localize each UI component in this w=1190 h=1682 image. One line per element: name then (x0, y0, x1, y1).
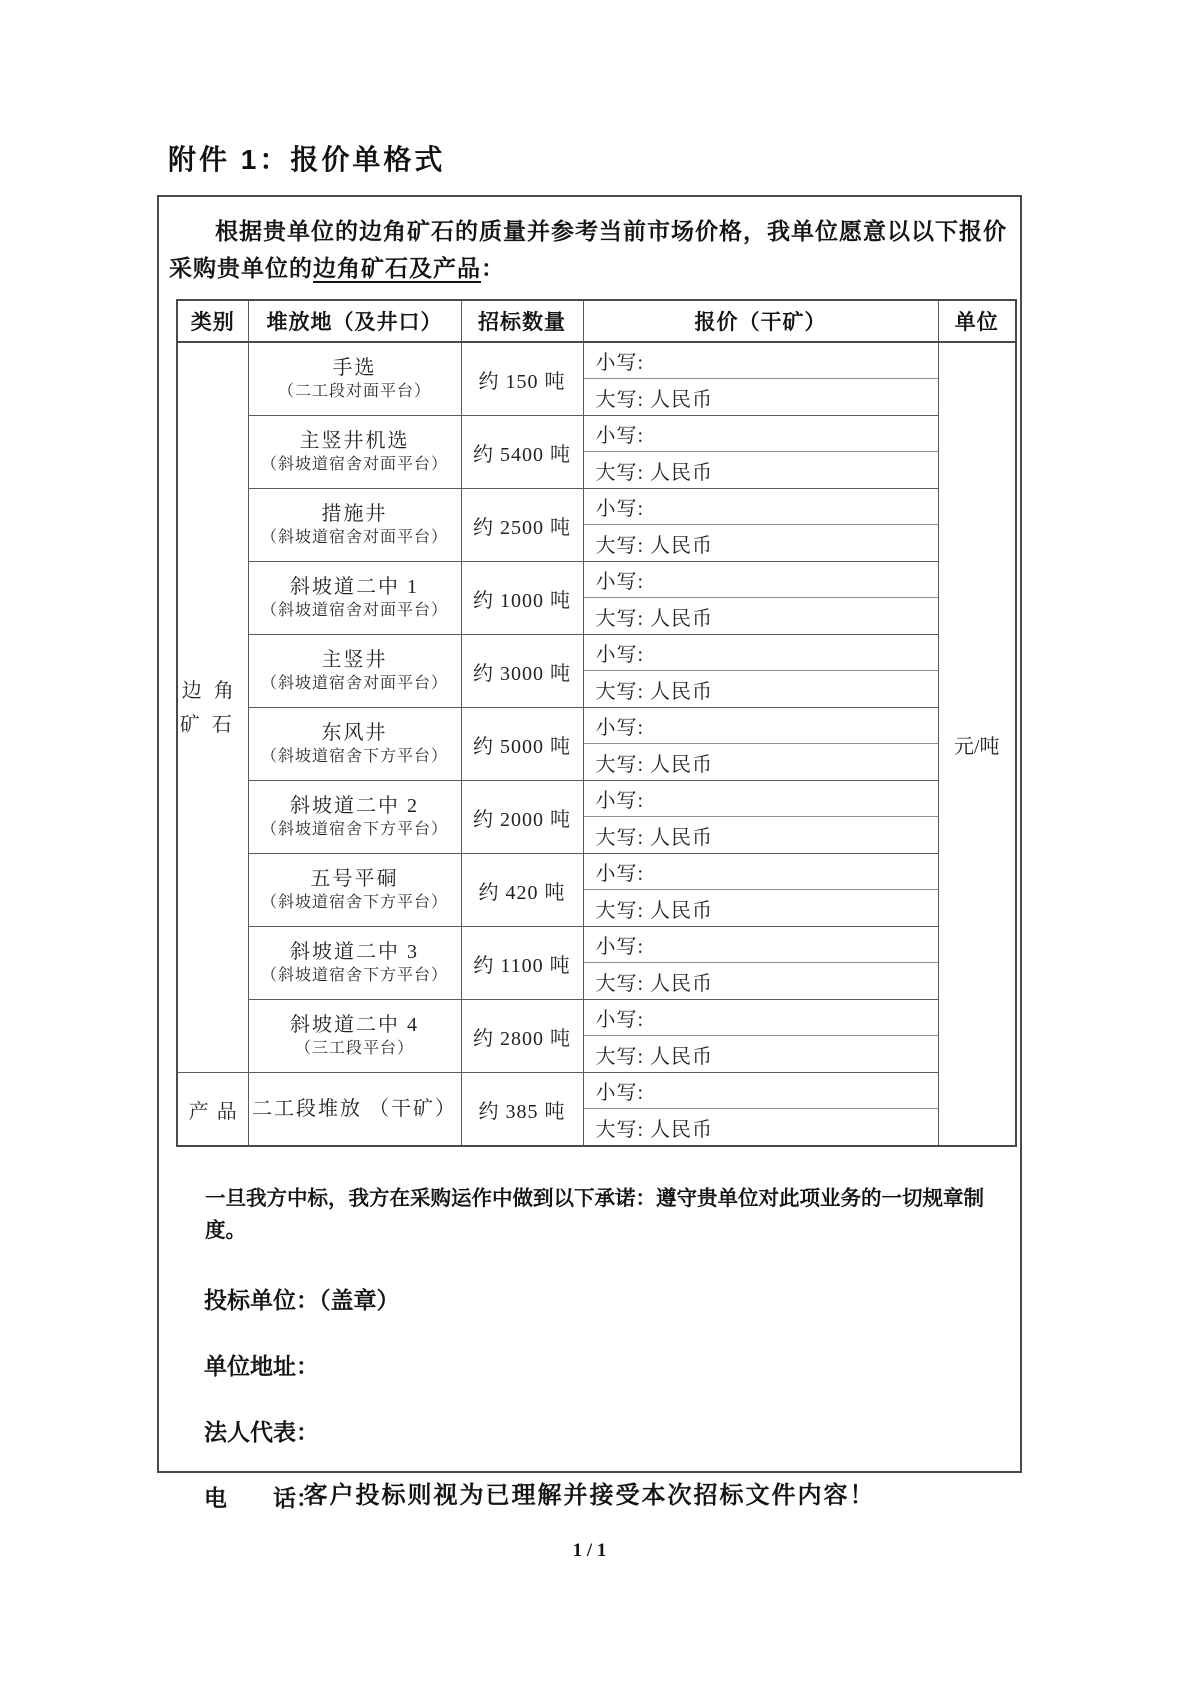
location-platform: （斜坡道宿舍下方平台） (260, 894, 448, 911)
price-cell (583, 708, 938, 781)
quantity-cell: 约 2800 吨 (461, 1000, 583, 1073)
quantity-cell: 约 5400 吨 (461, 416, 583, 489)
location-name: 东风井 (321, 722, 388, 744)
table-row (177, 927, 1016, 1000)
location-cell (248, 562, 461, 635)
price-words-label: 大写: 人民币 (595, 899, 714, 922)
commitment-statement: 一旦我方中标，我方在采购运作中做到以下承诺：遵守贵单位对此项业务的一切规章制度。 (205, 1187, 984, 1242)
price-words-label: 大写: 人民币 (595, 607, 714, 630)
location-cell (248, 708, 461, 781)
location-cell (248, 489, 461, 562)
table-header-row (177, 300, 1016, 342)
header-quantity: 招标数量 (461, 300, 583, 342)
price-cell (583, 489, 938, 562)
quantity-cell: 约 1100 吨 (461, 927, 583, 1000)
header-price: 报价（干矿） (583, 300, 938, 342)
price-numerals-label: 小写: (584, 416, 938, 452)
table-row (177, 416, 1016, 489)
signature-address-label: 单位地址： (204, 1353, 319, 1379)
quantity-cell: 约 385 吨 (461, 1073, 583, 1147)
intro-paragraph (169, 197, 1012, 287)
location-name: 斜坡道二中 4 (290, 1014, 419, 1036)
table-row (177, 854, 1016, 927)
location-platform: （二工段对面平台） (277, 383, 431, 400)
price-cell (583, 854, 938, 927)
price-cell (583, 1073, 938, 1147)
location-platform: （斜坡道宿舍对面平台） (260, 675, 448, 692)
location-platform: （斜坡道宿舍对面平台） (260, 456, 448, 473)
location-name: 手选 (332, 357, 377, 379)
price-words-label: 大写: 人民币 (595, 1045, 714, 1068)
location-name: 斜坡道二中 3 (290, 941, 419, 963)
location-platform: （斜坡道宿舍对面平台） (260, 529, 448, 546)
table-row (177, 635, 1016, 708)
price-numerals-label: 小写: (584, 854, 938, 890)
price-words-label: 大写: 人民币 (595, 972, 714, 995)
category-cell-corner-ore (177, 342, 248, 1073)
price-numerals-label: 小写: (584, 927, 938, 963)
price-cell (583, 562, 938, 635)
quantity-cell: 约 1000 吨 (461, 562, 583, 635)
header-location: 堆放地（及井口） (248, 300, 461, 342)
price-numerals-label: 小写: (584, 1073, 938, 1109)
price-cell (583, 342, 938, 416)
price-words-label: 大写: 人民币 (595, 826, 714, 849)
header-category: 类别 (177, 300, 248, 342)
location-cell (248, 927, 461, 1000)
quotation-table (176, 299, 1017, 1147)
price-numerals-label: 小写: (584, 1000, 938, 1036)
price-numerals-label: 小写: (584, 562, 938, 598)
category-label: 产品 (188, 1100, 245, 1123)
location-platform: （斜坡道宿舍下方平台） (260, 967, 448, 984)
price-numerals-label: 小写: (584, 781, 938, 817)
quantity-cell: 约 150 吨 (461, 342, 583, 416)
intro-text-colon: ： (481, 255, 505, 281)
location-name: 斜坡道二中 1 (290, 576, 419, 598)
location-name: 五号平硐 (310, 868, 399, 890)
location-cell (248, 416, 461, 489)
price-numerals-label: 小写: (584, 708, 938, 744)
category-cell-product (177, 1073, 248, 1147)
table-row (177, 1073, 1016, 1147)
location-cell (248, 635, 461, 708)
price-cell (583, 927, 938, 1000)
price-words-label: 大写: 人民币 (595, 461, 714, 484)
price-numerals-label: 小写: (584, 635, 938, 671)
location-cell (248, 1073, 461, 1147)
quantity-cell: 约 3000 吨 (461, 635, 583, 708)
quantity-cell: 约 5000 吨 (461, 708, 583, 781)
location-platform: （三工段平台） (294, 1040, 414, 1057)
location-cell (248, 781, 461, 854)
location-platform: （斜坡道宿舍下方平台） (260, 821, 448, 838)
header-unit: 单位 (938, 300, 1016, 342)
table-row (177, 781, 1016, 854)
price-words-label: 大写: 人民币 (595, 534, 714, 557)
location-name: 斜坡道二中 2 (290, 795, 419, 817)
closing-note: 客户投标则视为已理解并接受本次招标文件内容！ (303, 1483, 876, 1509)
price-numerals-label: 小写: (584, 343, 938, 379)
page-title: 附件 1：报价单格式 (168, 144, 446, 175)
intro-text-underlined: 边角矿石及产品 (313, 255, 481, 281)
table-row (177, 1000, 1016, 1073)
price-cell (583, 416, 938, 489)
location-name: 二工段堆放 （干矿） (252, 1098, 457, 1120)
location-cell (248, 1000, 461, 1073)
price-cell (583, 635, 938, 708)
price-cell (583, 1000, 938, 1073)
table-row (177, 562, 1016, 635)
price-words-label: 大写: 人民币 (595, 388, 714, 411)
quantity-cell: 约 2500 吨 (461, 489, 583, 562)
location-cell (248, 854, 461, 927)
location-name: 主竖井机选 (299, 430, 410, 452)
location-name: 措施井 (321, 503, 388, 525)
unit-cell (938, 342, 1016, 1146)
price-numerals-label: 小写: (584, 489, 938, 525)
unit-label: 元/吨 (953, 735, 1000, 758)
table-row (177, 708, 1016, 781)
location-platform: （斜坡道宿舍对面平台） (260, 602, 448, 619)
category-label: 边角矿石 (179, 679, 246, 736)
table-row (177, 342, 1016, 416)
price-cell (583, 781, 938, 854)
price-words-label: 大写: 人民币 (595, 680, 714, 703)
signature-legal-rep-label: 法人代表： (204, 1419, 319, 1445)
price-words-label: 大写: 人民币 (595, 1118, 714, 1141)
intro-text-before: 根据贵单位的边角矿石的质量并参考当前市场价格，我单位愿意以以下报价采购贵单位的 (169, 218, 1007, 281)
quantity-cell: 约 420 吨 (461, 854, 583, 927)
page-number: 1 / 1 (572, 1540, 607, 1561)
location-name: 主竖井 (321, 649, 388, 671)
price-words-label: 大写: 人民币 (595, 753, 714, 776)
quantity-cell: 约 2000 吨 (461, 781, 583, 854)
signature-phone-label: 电 话： (204, 1485, 319, 1511)
location-platform: （斜坡道宿舍下方平台） (260, 748, 448, 765)
location-cell (248, 342, 461, 416)
table-row (177, 489, 1016, 562)
signature-bidder-label: 投标单位：（盖章） (204, 1287, 400, 1313)
